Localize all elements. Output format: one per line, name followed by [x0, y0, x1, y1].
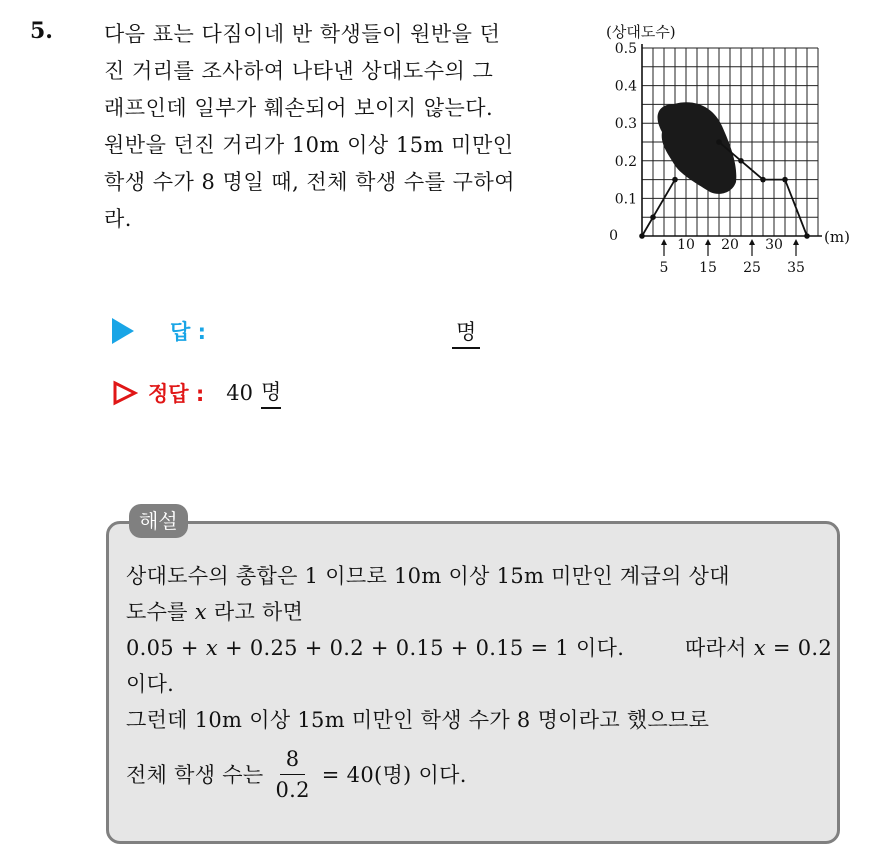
y-axis-label: (상대도수): [606, 23, 676, 41]
y-tick-label: 0.4: [614, 78, 637, 95]
y-tick-label: 0.2: [614, 153, 637, 170]
explanation-equation-line: [126, 630, 832, 666]
tick-arrow-head: [661, 239, 667, 245]
question-text: [104, 16, 584, 238]
answer-label: 답 :: [170, 320, 206, 344]
correct-answer-label: 정답 :: [148, 381, 205, 406]
relative-frequency-chart: [598, 14, 858, 276]
tick-arrow-head: [793, 239, 799, 245]
answer-blank-unit: 명: [452, 316, 480, 349]
data-point: [639, 233, 645, 239]
equation-left: [126, 630, 624, 666]
explanation-line: 상대도수의 총합은 1 이므로 10m 이상 15m 미만인 계급의 상대: [126, 564, 730, 588]
tick-arrow-head: [749, 239, 755, 245]
outline-arrow-icon: [112, 380, 138, 406]
question-line: 진 거리를 조사하여 나타낸 상대도수의 그: [104, 59, 494, 83]
x-tick-label: 25: [743, 260, 761, 276]
x-tick-label: 30: [765, 237, 783, 253]
question-line: 라.: [104, 207, 132, 231]
text-span: = 0.2: [772, 636, 832, 660]
text-span: + 0.25 + 0.2 + 0.15 + 0.15 = 1 이다.: [224, 636, 625, 660]
text-span: 전체 학생 수는: [126, 762, 264, 787]
question-line: 원반을 던진 거리가 10m 이상 15m 미만인: [104, 133, 514, 157]
data-point: [804, 233, 810, 239]
data-point: [782, 177, 788, 183]
x-tick-label: 20: [721, 237, 739, 253]
text-span: 라고 하면: [213, 600, 304, 624]
fraction: [269, 746, 315, 803]
question-line: 래프인데 일부가 훼손되어 보이지 않는다.: [104, 96, 494, 120]
x-axis-label: (m): [824, 228, 850, 246]
y-tick-labels: [609, 41, 637, 244]
data-point: [760, 177, 766, 183]
y-tick-label: 0.5: [614, 41, 637, 57]
answer-row: [112, 316, 206, 346]
text-span: 도수를: [126, 600, 188, 624]
explanation-line: 이다.: [126, 672, 175, 696]
text-span: 0.05 +: [126, 636, 199, 660]
damaged-region: [658, 102, 737, 194]
x-tick-label: 10: [677, 237, 695, 253]
x-tick-label: 5: [659, 260, 669, 276]
data-point: [672, 177, 678, 183]
question-number: 5.: [30, 18, 53, 44]
y-tick-label: 0.3: [614, 116, 637, 133]
play-arrow-icon: [112, 318, 134, 344]
explanation-tab: 해설: [129, 504, 188, 538]
fraction-numerator: 8: [280, 746, 306, 775]
explanation-fraction-line: [126, 746, 832, 803]
question-line: 다음 표는 다짐이네 반 학생들이 원반을 던: [104, 22, 501, 46]
fraction-denominator: 0.2: [275, 778, 310, 802]
data-point: [650, 214, 656, 220]
question-line: 학생 수가 8 명일 때, 전체 학생 수를 구하여: [104, 170, 516, 194]
data-point: [738, 158, 744, 164]
correct-answer-unit: 명: [261, 376, 281, 409]
explanation-line: 그런데 10m 이상 15m 미만인 학생 수가 8 명이라고 했으므로: [126, 708, 710, 732]
x-tick-label: 35: [787, 260, 805, 276]
correct-answer-value: 40: [226, 380, 254, 405]
origin-label: 0: [609, 228, 618, 244]
equation-right: [685, 630, 832, 666]
x-tick-labels: [660, 237, 805, 276]
data-point: [716, 139, 722, 145]
y-tick-label: 0.1: [614, 191, 637, 208]
text-span: = 40(명) 이다.: [321, 762, 467, 787]
tick-arrow-head: [705, 239, 711, 245]
variable-x: x: [205, 636, 218, 660]
correct-answer-row: [112, 376, 281, 409]
variable-x: x: [194, 600, 207, 624]
text-span: 따라서: [684, 636, 747, 660]
series-line: [642, 180, 675, 236]
explanation-line: [126, 594, 832, 630]
explanation-body: [126, 558, 832, 803]
x-tick-label: 15: [699, 260, 717, 276]
variable-x: x: [753, 636, 766, 660]
